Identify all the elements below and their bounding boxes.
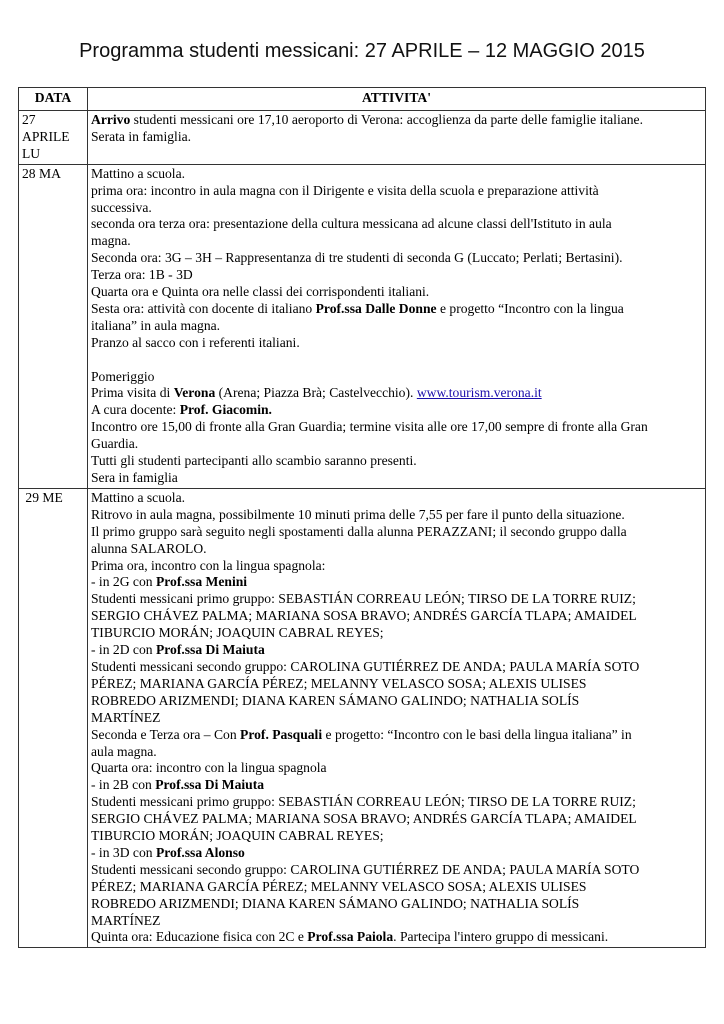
text: Mattino a scuola. [91,165,186,181]
text: - in 3D con [91,844,156,860]
table-row [19,111,706,165]
text: Mattino a scuola. [91,489,186,505]
text: e progetto “Incontro con la lingua [436,300,624,316]
activity-line [91,453,702,470]
activity-line [91,402,702,419]
bold-text: Prof.ssa Paiola [307,929,394,945]
activity-line [91,591,702,608]
activity-line [91,811,702,828]
activity-line [91,200,702,217]
activity-line [91,744,702,761]
activity-cell [88,164,706,488]
activity-line [91,929,702,946]
text: Terza ora: 1B - 3D [91,267,193,283]
text: SERGIO CHÁVEZ PALMA; MARIANA SOSA BRAVO; ANDRÉS GARCÍA TLAPA; AMAIDEL [91,608,637,624]
activity-line [91,183,702,200]
activity-line [91,335,702,352]
text: - in 2D con [91,642,156,658]
activity-line [91,129,702,146]
text: Prima visita di [91,385,174,401]
activity-line [91,267,702,284]
bold-text: Arrivo [91,112,131,127]
table-header-row [19,88,706,111]
bold-text: Prof.ssa Di Maiuta [155,642,265,658]
text: Studenti messicani secondo gruppo: CAROLINA GUTIÉRREZ DE ANDA; PAULA MARÍA SOTO [91,658,640,674]
text: - in 2B con [91,777,156,793]
table-row [19,164,706,488]
activity-cell [88,488,706,947]
bold-text: Prof.ssa Menini [155,574,248,590]
text: Prima ora, incontro con la lingua spagnola: [91,557,326,573]
activity-line [91,490,702,507]
text: TIBURCIO MORÁN; JOAQUIN CABRAL REYES; [91,625,384,641]
text: e progetto: “Incontro con le basi della lingua italiana” in [322,726,632,742]
bold-text: Prof.ssa Dalle Donne [315,300,437,316]
activity-line [91,794,702,811]
text: alunna SALAROLO. [91,540,207,556]
text: Ritrovo in aula magna, possibilmente 10 minuti prima delle 7,55 per fare il punto della situazione. [91,506,625,522]
text: successiva. [91,199,152,215]
text: Studenti messicani secondo gruppo: CAROLINA GUTIÉRREZ DE ANDA; PAULA MARÍA SOTO [91,861,640,877]
activity-line [91,166,702,183]
text: Pranzo al sacco con i referenti italiani. [91,334,300,350]
page-title: Programma studenti messicani: 27 APRILE – 12 MAGGIO 2015 [79,40,645,62]
text: magna. [91,233,131,249]
column-header-attivita: ATTIVITA' [88,88,706,111]
date-cell [19,488,88,947]
text: MARTÍNEZ [91,912,161,928]
text: Tutti gli studenti partecipanti allo scambio saranno presenti. [91,453,417,469]
activity-line [91,301,702,318]
activity-line [91,385,702,402]
activity-line [91,777,702,794]
activity-line [91,659,702,676]
text: Incontro ore 15,00 di fronte alla Gran Guardia; termine visita alle ore 17,00 sempre di fronte alla Gran [91,419,648,435]
text: - in 2G con [91,574,156,590]
text: studenti messicani ore 17,10 aeroporto di Verona: accoglienza da parte delle famiglie italiane. [130,112,643,127]
activity-line [91,419,702,436]
text: aula magna. [91,743,157,759]
schedule-table [18,87,706,948]
activity-line [91,642,702,659]
text: MARTÍNEZ [91,709,161,725]
text: Pomeriggio [91,368,155,384]
bold-text: Prof. Pasquali [240,726,323,742]
activity-line [91,727,702,744]
bold-text: Prof. Giacomin. [179,402,272,418]
text: Serata in famiglia. [91,128,192,144]
date-line: 29 ME [22,489,63,505]
activity-line [91,693,702,710]
date-cell [19,164,88,488]
text: italiana” in aula magna. [91,317,221,333]
activity-line [91,470,702,487]
activity-line [91,879,702,896]
activity-line [91,284,702,301]
date-cell [19,111,88,165]
text: seconda ora terza ora: presentazione della cultura messicana ad alcune classi dell'Istituto in aula [91,216,612,232]
column-header-data: DATA [19,88,88,111]
bold-text: Prof.ssa Di Maiuta [155,777,265,793]
activity-line [91,112,702,129]
activity-line [91,524,702,541]
date-line: 28 MA [22,165,61,181]
text: (Arena; Piazza Brà; Castelvecchio). [215,385,417,401]
text: SERGIO CHÁVEZ PALMA; MARIANA SOSA BRAVO; ANDRÉS GARCÍA TLAPA; AMAIDEL [91,811,637,827]
activity-line [91,233,702,250]
activity-line [91,574,702,591]
activity-line [91,369,702,386]
activity-line [91,710,702,727]
text: A cura docente: [91,402,180,418]
text: Quarta ora e Quinta ora nelle classi dei corrispondenti italiani. [91,284,430,300]
activity-line [91,216,702,233]
text: Il primo gruppo sarà seguito negli spostamenti dalla alunna PERAZZANI; il secondo gruppo dalla [91,523,627,539]
text: Studenti messicani primo gruppo: SEBASTIÁN CORREAU LEÓN; TIRSO DE LA TORRE RUIZ; [91,794,636,810]
activity-line [91,896,702,913]
tourism-link[interactable]: www.tourism.verona.it [416,385,542,401]
activity-line [91,828,702,845]
text: Studenti messicani primo gruppo: SEBASTIÁN CORREAU LEÓN; TIRSO DE LA TORRE RUIZ; [91,591,636,607]
activity-line [91,608,702,625]
activity-line [91,318,702,335]
date-line: LU [22,145,41,161]
text: Quarta ora: incontro con la lingua spagnola [91,760,327,776]
text: TIBURCIO MORÁN; JOAQUIN CABRAL REYES; [91,828,384,844]
activity-line [91,436,702,453]
text: PÉREZ; MARIANA GARCÍA PÉREZ; MELANNY VELASCO SOSA; ALEXIS ULISES [91,675,587,691]
activity-line [91,862,702,879]
text: PÉREZ; MARIANA GARCÍA PÉREZ; MELANNY VELASCO SOSA; ALEXIS ULISES [91,878,587,894]
activity-line [91,913,702,930]
bold-text: Prof.ssa Alonso [155,844,245,860]
activity-line [91,760,702,777]
text: Quinta ora: Educazione fisica con 2C e [91,929,308,945]
table-row [19,488,706,947]
text: Seconda e Terza ora – Con [91,726,241,742]
text: ROBREDO ARIZMENDI; DIANA KAREN SÁMANO GALINDO; NATHALIA SOLÍS [91,692,580,708]
schedule-body [19,111,706,948]
date-line: APRILE [22,128,70,144]
activity-cell [88,111,706,165]
bold-text: Verona [173,385,216,401]
activity-line [91,507,702,524]
date-line: 27 [22,112,36,127]
activity-line [91,541,702,558]
activity-line [91,250,702,267]
text: Seconda ora: 3G – 3H – Rappresentanza di tre studenti di seconda G (Luccato; Perlati; Bertasini). [91,250,623,266]
activity-line [91,676,702,693]
text: Sesta ora: attività con docente di italiano [91,300,316,316]
text: Guardia. [91,436,139,452]
text: . Partecipa l'intero gruppo di messicani. [393,929,609,945]
text: Sera in famiglia [91,470,178,486]
activity-line [91,625,702,642]
text: prima ora: incontro in aula magna con il Dirigente e visita della scuola e preparazione attività [91,182,599,198]
activity-line [91,845,702,862]
activity-line [91,558,702,575]
text: ROBREDO ARIZMENDI; DIANA KAREN SÁMANO GALINDO; NATHALIA SOLÍS [91,895,580,911]
blank-line [91,352,702,369]
